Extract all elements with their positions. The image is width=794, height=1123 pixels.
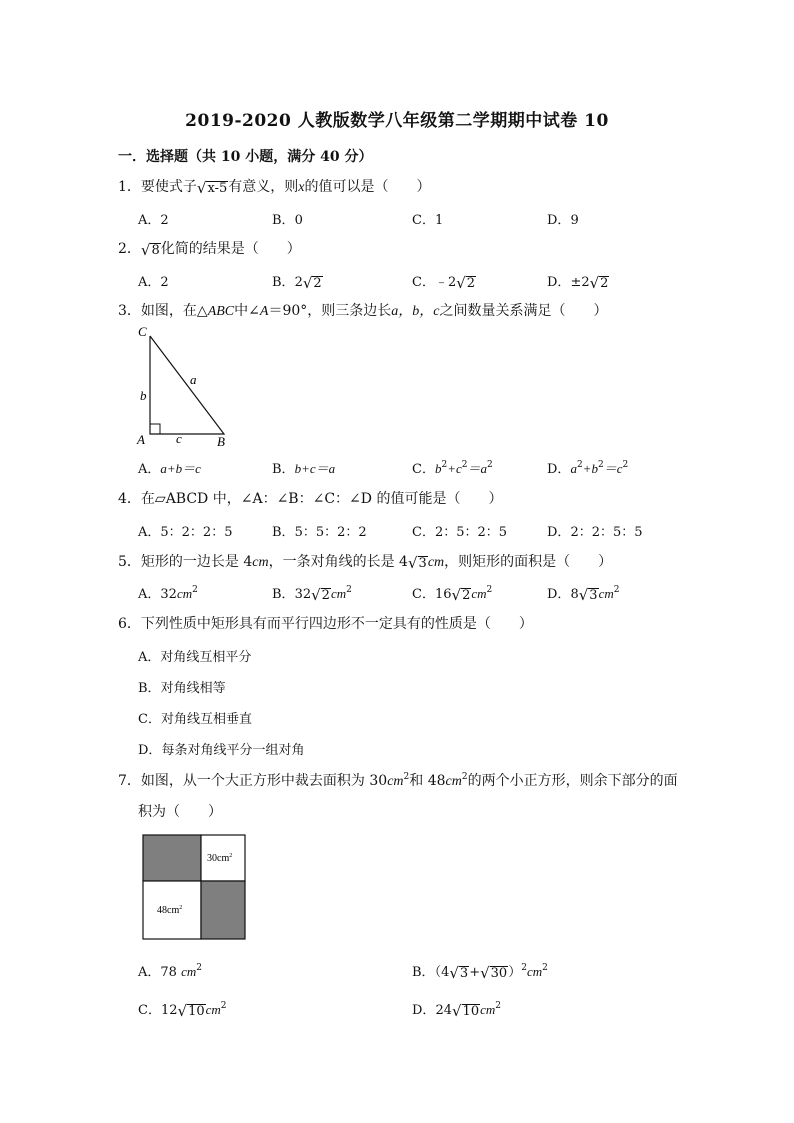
question-1 <box>118 176 430 196</box>
q6-option-b[interactable]: B．对角线相等 <box>138 681 226 696</box>
q7-option-b[interactable]: B．（4 √ 3 + √ 30 ）$^2cm^2$ <box>412 963 548 982</box>
q1-option-c[interactable]: C．1 <box>412 213 444 228</box>
q1-text-post2: 的值可以是（ ） <box>304 179 431 195</box>
q1-option-d[interactable]: D．9 <box>547 213 579 228</box>
question-7: 7．如图，从一个大正方形中裁去面积为 $30cm^2$和 $48cm^2$的两个小正方形，则余下部分的面 <box>118 772 678 789</box>
q1-number: 1． <box>118 179 141 195</box>
small-square-label: $30cm^2$ <box>207 853 233 864</box>
q4-option-b[interactable]: B．5：5：2：2 <box>272 525 367 540</box>
question-3: 3．如图，在△ABC中∠A＝90°，则三条边长a，b，c之间数量关系满足（ ） <box>118 303 608 319</box>
q3-option-d[interactable]: D．$a^2+b^2=c^2$ <box>547 460 629 477</box>
q1-radical: √ x-5 <box>196 179 228 197</box>
q2-option-a[interactable]: A．2 <box>138 275 169 290</box>
q6-option-d[interactable]: D．每条对角线平分一组对角 <box>138 743 305 758</box>
q7-option-c[interactable]: C．12 √ 10 $cm^2$ <box>138 1001 227 1020</box>
q1-text-post: 有意义，则 <box>228 179 299 195</box>
q6-option-a[interactable]: A．对角线互相平分 <box>138 650 252 665</box>
q6-option-c[interactable]: C．对角线互相垂直 <box>138 712 252 727</box>
q5-option-d[interactable]: D．8 √ 3 $cm^2$ <box>547 585 620 604</box>
q2-number: 2． <box>118 241 141 257</box>
vertex-b-label: B <box>217 434 225 449</box>
side-c-label: c <box>176 431 182 446</box>
side-a-label: a <box>190 372 197 387</box>
side-b-label: b <box>140 388 147 403</box>
question-4: 4．在▱ABCD 中，∠A：∠B：∠C：∠D 的值可能是（ ） <box>118 491 503 507</box>
triangle-figure <box>132 322 242 450</box>
q2-radical: √ 8 <box>140 241 160 259</box>
q3-option-a[interactable]: A．a+b＝c <box>138 461 201 477</box>
q2-option-b[interactable]: B．2 √ 2 <box>272 274 322 292</box>
page-title: 2019-2020 人教版数学八年级第二学期期中试卷 10 <box>185 111 609 131</box>
q3-option-c[interactable]: C．$b^2+c^2=a^2$ <box>412 460 493 477</box>
q1-option-a[interactable]: A．2 <box>138 213 169 228</box>
q5-option-b[interactable]: B．32 √ 2 $cm^2$ <box>272 585 352 604</box>
q5-option-a[interactable]: A．$32cm^2$ <box>138 585 198 602</box>
q1-var: x <box>298 180 305 195</box>
question-7-line2: 积为（ ） <box>138 804 222 820</box>
vertex-a-label: A <box>137 432 145 447</box>
q2-option-d[interactable]: D．±2 √ 2 <box>547 274 609 292</box>
q1-text-pre: 要使式子 <box>140 179 197 195</box>
squares-figure <box>142 834 248 942</box>
question-2 <box>118 238 301 258</box>
q4-option-d[interactable]: D．2：2：5：5 <box>547 525 643 540</box>
vertex-c-label: C <box>138 324 147 339</box>
question-5: 5．矩形的一边长是 4cm，一条对角线的长是 4 √ 3 cm，则矩形的面积是（ ） <box>118 554 613 572</box>
q7-option-a[interactable]: A．78 $cm^2$ <box>138 963 202 980</box>
large-square-label: $48cm^2$ <box>157 905 183 916</box>
q4-option-c[interactable]: C．2：5：2：5 <box>412 525 508 540</box>
q1-option-b[interactable]: B．0 <box>272 213 303 228</box>
q2-text: 化简的结果是（ ） <box>160 241 301 257</box>
q3-option-b[interactable]: B．b+c＝a <box>272 461 336 477</box>
q4-option-a[interactable]: A．5：2：2：5 <box>138 525 233 540</box>
question-6: 6．下列性质中矩形具有而平行四边形不一定具有的性质是（ ） <box>118 616 533 632</box>
q7-option-d[interactable]: D．24 √ 10 $cm^2$ <box>412 1001 501 1020</box>
section-heading: 一．选择题（共 10 小题，满分 40 分） <box>118 149 373 165</box>
q2-option-c[interactable]: C．﹣2 √ 2 <box>412 274 476 292</box>
q5-option-c[interactable]: C．16 √ 2 $cm^2$ <box>412 585 493 604</box>
